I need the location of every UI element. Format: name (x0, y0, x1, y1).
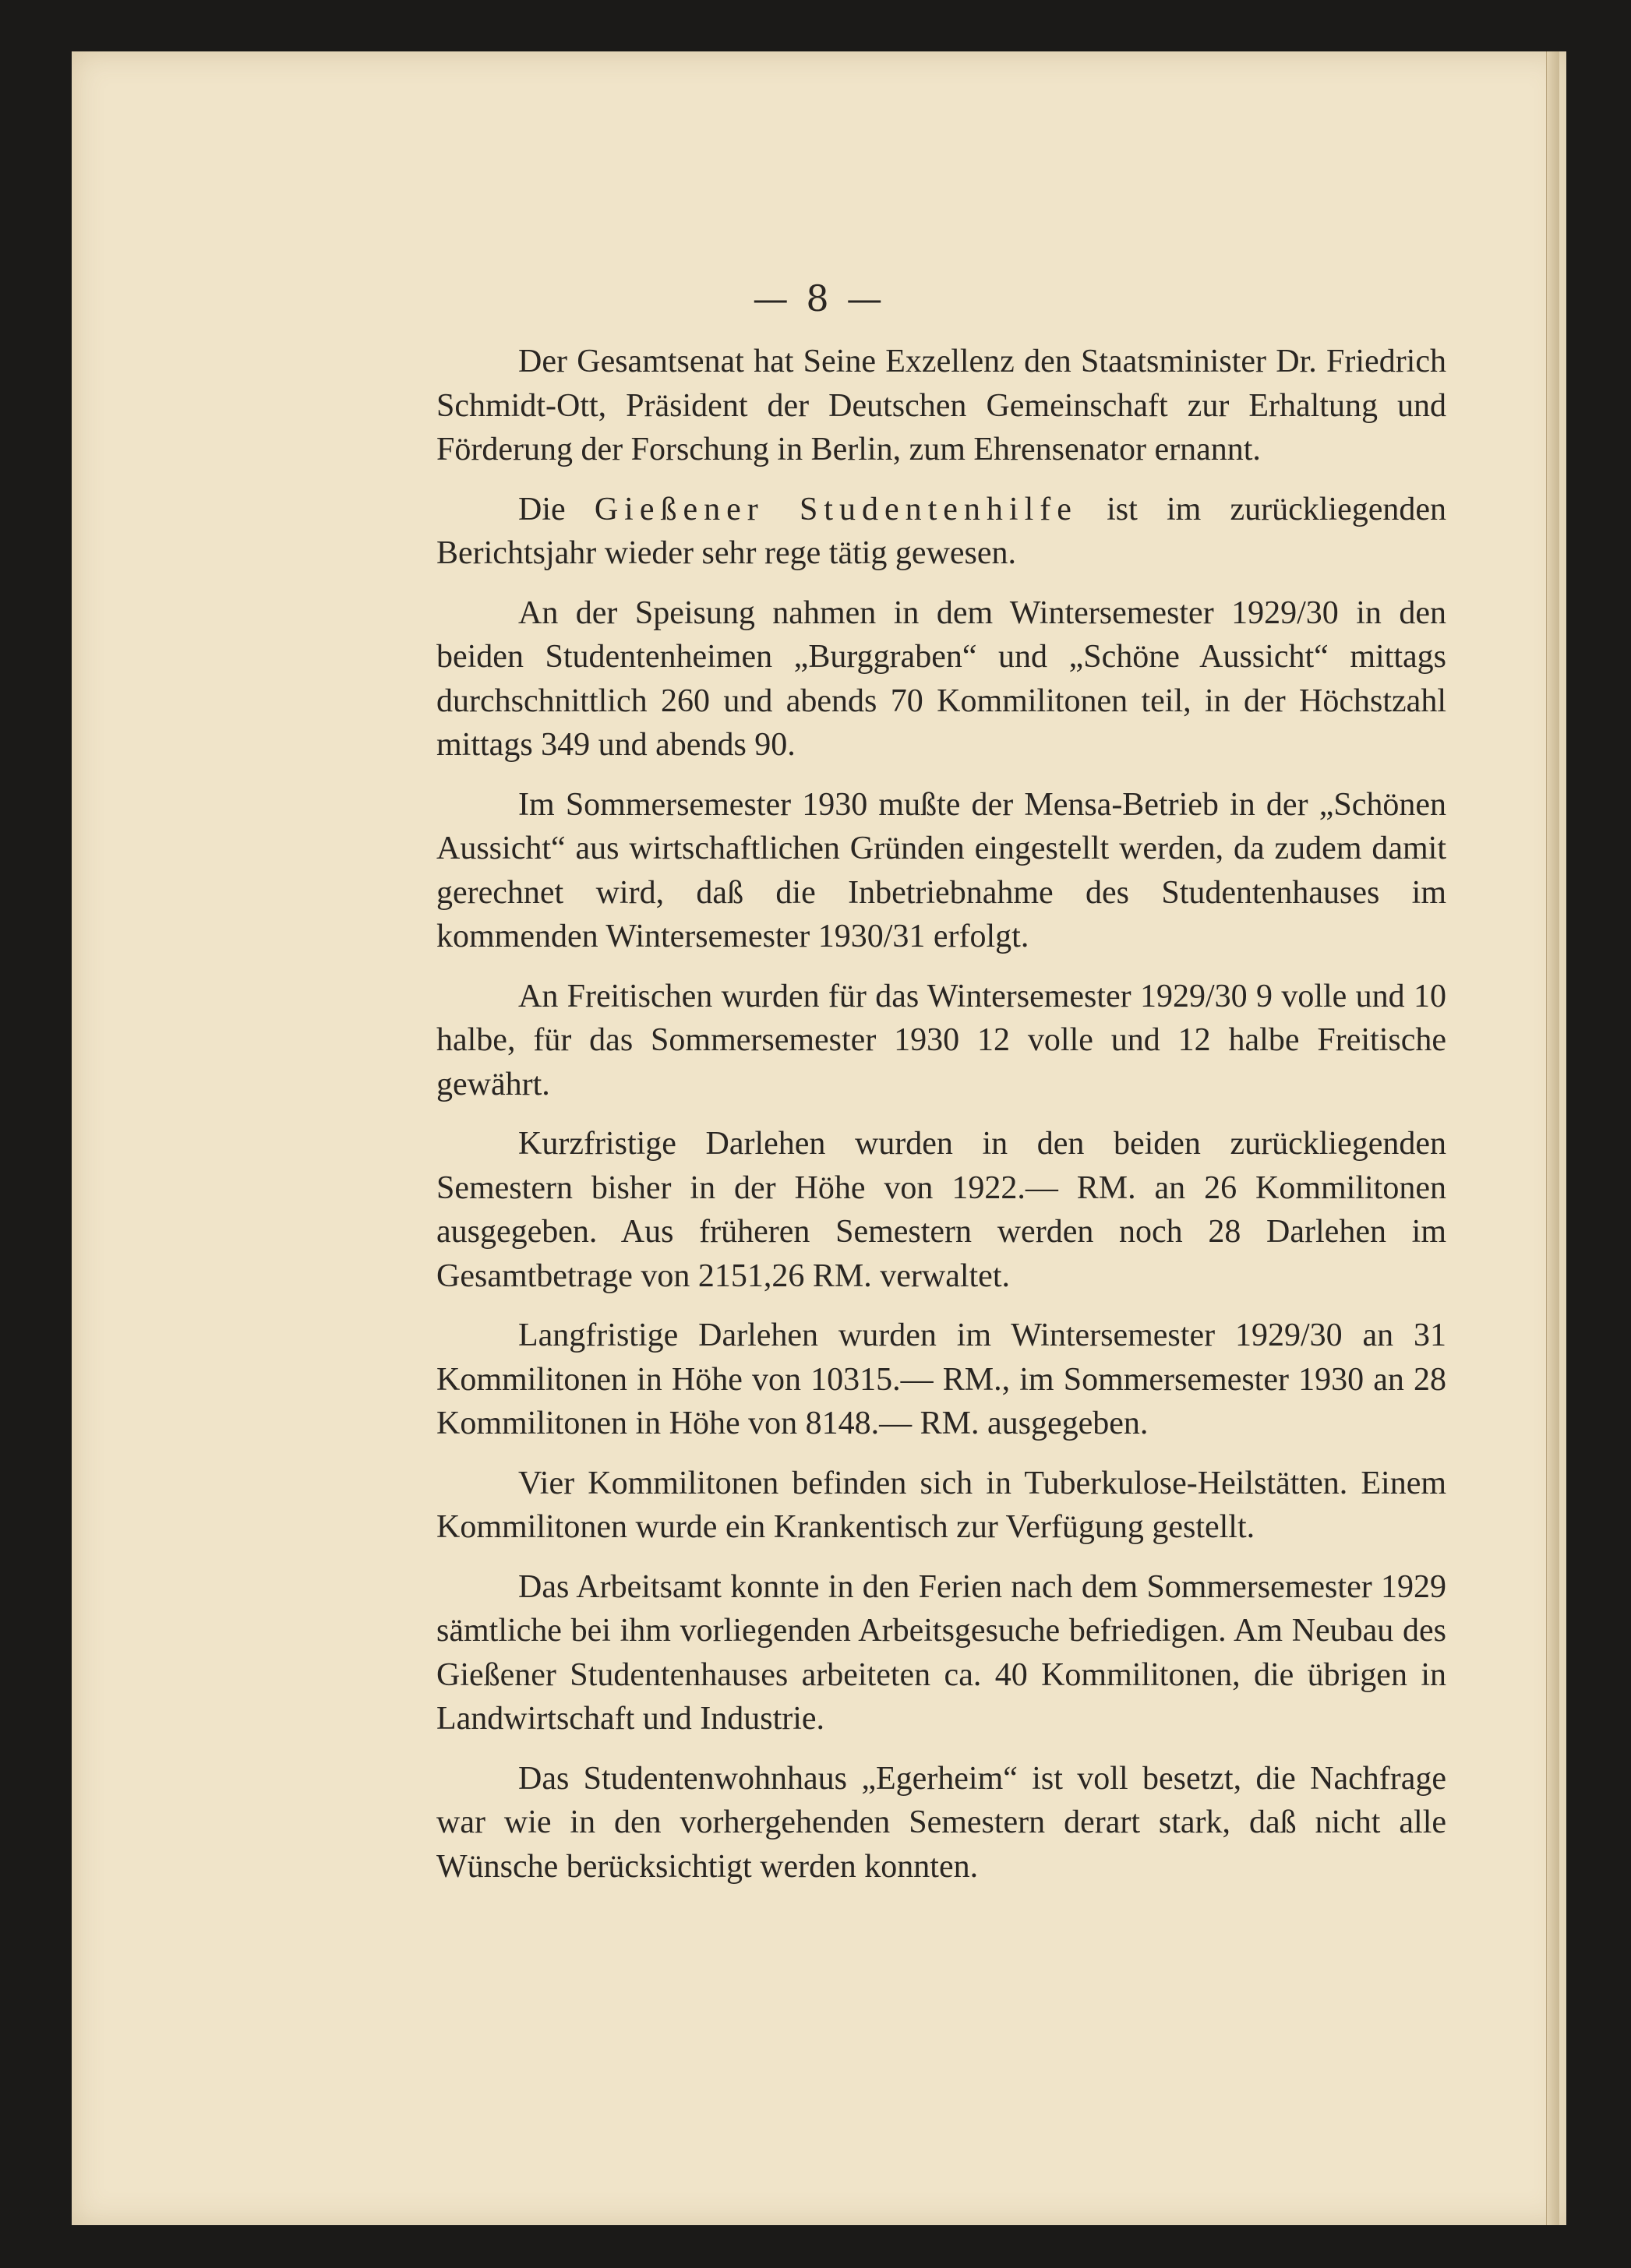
document-page (72, 51, 1566, 2225)
paragraph-arbeitsamt: Das Arbeitsamt konnte in den Ferien nach dem Sommersemester 1929 sämtliche bei ihm vorliegenden Arbeitsgesuche befriedigen. Am Neubau des Gießener Studentenhauses arbeiteten ca. 40 Kommilitonen, die übrigen in Landwirtschaft und Industrie. (436, 1568, 1446, 1737)
page-edge (1546, 51, 1559, 2225)
paragraph-studentenhilfe (436, 488, 1446, 576)
page-number: — 8 — (752, 277, 886, 319)
paragraph-lead: Die (518, 491, 566, 527)
paragraph-tuberkulose: Vier Kommilitonen befinden sich in Tuberkulose-Heilstätten. Einem Kommilitonen wurde ein Krankentisch zur Verfügung gestellt. (436, 1465, 1446, 1545)
paragraph-mensa: Im Sommersemester 1930 mußte der Mensa-Betrieb in der „Schönen Aussicht“ aus wirtschaftlichen Gründen eingestellt werden, da zudem damit gerechnet wird, daß die Inbetriebnahme des Studentenhauses im kommenden Wintersemester 1930/31 erfolgt. (436, 786, 1446, 954)
paragraph-rest: ist im zurückliegenden Berichtsjahr wieder sehr rege tätig gewesen. (436, 491, 1446, 571)
paragraph-freitische: An Freitischen wurden für das Wintersemester 1929/30 9 volle und 10 halbe, für das Sommersemester 1930 12 volle und 12 halbe Freitische gewährt. (436, 978, 1446, 1102)
body-text (436, 340, 1446, 1904)
paragraph-ehrensenator: Der Gesamtsenat hat Seine Exzellenz den Staatsminister Dr. Friedrich Schmidt-Ott, Präsident der Deutschen Gemeinschaft zur Erhaltung und Förderung der Forschung in Berlin, zum Ehrensenator ernannt. (436, 344, 1446, 467)
paragraph-egerheim: Das Studentenwohnhaus „Egerheim“ ist voll besetzt, die Nachfrage war wie in den vorhergehenden Semestern derart stark, daß nicht alle Wünsche berücksichtigt werden konnten. (436, 1760, 1446, 1885)
paragraph-langfristige-darlehen: Langfristige Darlehen wurden im Wintersemester 1929/30 an 31 Kommilitonen in Höhe von 10315.— RM., im Sommersemester 1930 an 28 Kommilitonen in Höhe von 8148.— RM. ausgegeben. (436, 1317, 1446, 1441)
paragraph-speisung: An der Speisung nahmen in dem Wintersemester 1929/30 in den beiden Studentenheimen „Burggraben“ und „Schöne Aussicht“ mittags durchschnittlich 260 und abends 70 Kommilitonen teil, in der Höchstzahl mittags 349 und abends 90. (436, 594, 1446, 763)
paragraph-kurzfristige-darlehen: Kurzfristige Darlehen wurden in den beiden zurückliegenden Semestern bisher in der Höhe von 1922.— RM. an 26 Kommilitonen ausgegeben. Aus früheren Semestern werden noch 28 Darlehen im Gesamtbetrage von 2151,26 RM. verwaltet. (436, 1126, 1446, 1294)
emphasized-term: Gießener Studentenhilfe (594, 491, 1078, 527)
